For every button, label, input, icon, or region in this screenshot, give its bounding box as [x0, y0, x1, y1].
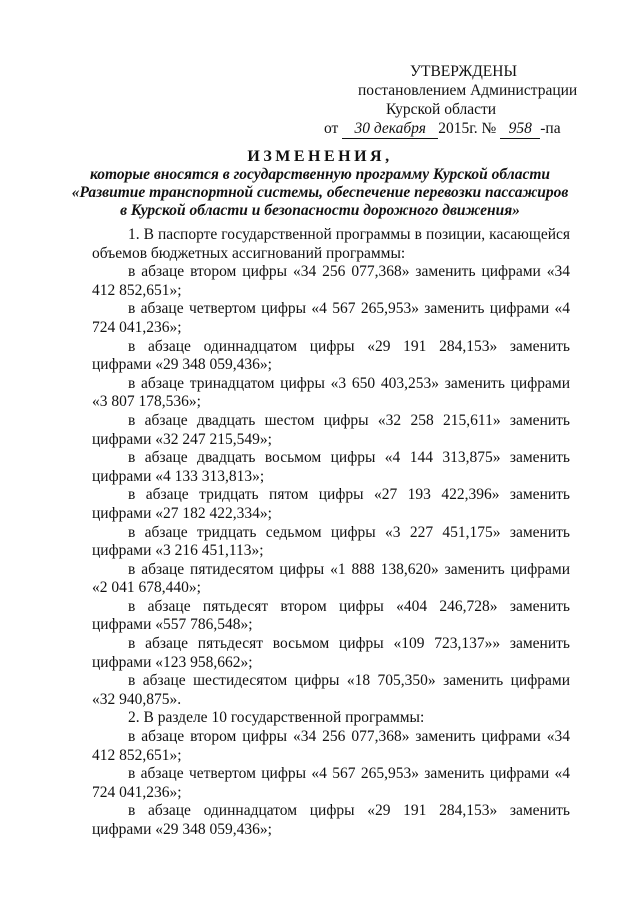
paragraph: в абзаце одиннадцатом цифры «29 191 284,153» заменить цифрами «29 348 059,436»; — [92, 337, 570, 374]
paragraph: в абзаце четвертом цифры «4 567 265,953» заменить цифрами «4 724 041,236»; — [92, 765, 570, 801]
paragraph: в абзаце тридцать седьмом цифры «3 227 451,175» заменить цифрами «3 216 451,113»; — [92, 523, 570, 560]
paragraph: 1. В паспорте государственной программы в позиции, касающейся объемов бюджетных ассигнований программы: — [92, 226, 570, 262]
document-body — [92, 226, 570, 840]
paragraph: в абзаце шестидесятом цифры «18 705,350» заменить цифрами «32 940,875». — [92, 672, 570, 708]
date-year: 2015г. № — [438, 120, 497, 137]
decree-suffix: -па — [540, 120, 561, 137]
heading-line-1: которые вносятся в государственную программу Курской области — [89, 166, 551, 183]
heading-line-3: в Курской области и безопасности дорожного движения» — [120, 202, 520, 219]
paragraph: в абзаце тридцать пятом цифры «27 193 422,396» заменить цифрами «27 182 422,334»; — [92, 486, 570, 522]
approval-title: УТВЕРЖДЕНЫ — [410, 63, 517, 80]
paragraph: в абзаце тринадцатом цифры «3 650 403,253» заменить цифрами «3 807 178,536»; — [92, 374, 570, 411]
paragraph: в абзаце втором цифры «34 256 077,368» заменить цифрами «34 412 852,651»; — [92, 728, 570, 764]
paragraph: в абзаце двадцать шестом цифры «32 258 215,611» заменить цифрами «32 247 215,549»; — [92, 411, 570, 448]
paragraph: в абзаце пятьдесят восьмом цифры «109 723,137»» заменить цифрами «123 958,662»; — [92, 635, 570, 671]
decree-number: 958 — [500, 119, 540, 139]
paragraph: в абзаце пятьдесят втором цифры «404 246,728» заменить цифрами «557 786,548»; — [92, 597, 570, 634]
approval-date-line — [318, 119, 578, 139]
paragraph: 2. В разделе 10 государственной программы: — [128, 709, 425, 727]
paragraph: в абзаце пятидесятом цифры «1 888 138,620» заменить цифрами «2 041 678,440»; — [92, 560, 570, 597]
paragraph: в абзаце четвертом цифры «4 567 265,953» заменить цифрами «4 724 041,236»; — [92, 300, 570, 336]
paragraph: в абзаце втором цифры «34 256 077,368» заменить цифрами «34 412 852,651»; — [92, 263, 570, 299]
heading-title: ИЗМЕНЕНИЯ, — [247, 148, 393, 165]
paragraph: в абзаце одиннадцатом цифры «29 191 284,153» заменить цифрами «29 348 059,436»; — [92, 802, 570, 838]
approval-block — [318, 62, 578, 139]
document-heading — [70, 148, 570, 220]
heading-line-2: «Развитие транспортной системы, обеспечение перевозки пассажиров — [71, 184, 569, 201]
date-value: 30 декабря — [342, 119, 438, 139]
approval-authority: постановлением Администрации — [358, 82, 578, 99]
paragraph: в абзаце двадцать восьмом цифры «4 144 313,875» заменить цифрами «4 133 313,813»; — [92, 449, 570, 485]
approval-region: Курской области — [386, 101, 497, 118]
date-prefix: от — [324, 120, 339, 137]
